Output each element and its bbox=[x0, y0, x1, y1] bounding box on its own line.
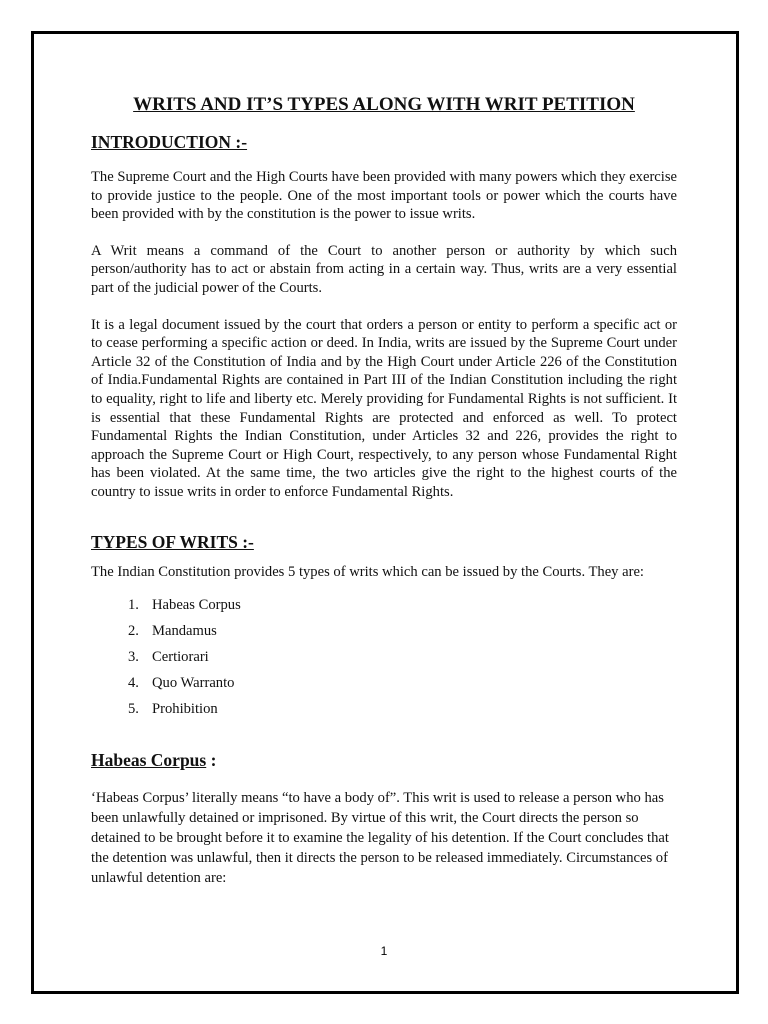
habeas-corpus-heading-suffix: : bbox=[206, 749, 217, 770]
list-item-number: 4. bbox=[128, 674, 139, 691]
list-item-number: 1. bbox=[128, 596, 139, 613]
list-item-label: Mandamus bbox=[152, 622, 217, 639]
list-item-label: Habeas Corpus bbox=[152, 596, 241, 613]
types-heading bbox=[91, 530, 677, 554]
list-item bbox=[91, 644, 677, 670]
introduction-paragraph-2: A Writ means a command of the Court to another person or authority by which such person/authority has to act or abstain from acting in a certain way. Thus, writs are a very essential part of the judicial power of the Courts. bbox=[91, 242, 677, 296]
list-item bbox=[91, 592, 677, 618]
list-item-number: 3. bbox=[128, 648, 139, 665]
introduction-heading bbox=[91, 130, 677, 154]
writ-types-list bbox=[91, 592, 677, 722]
introduction-paragraph-1: The Supreme Court and the High Courts have been provided with many powers which they exercise to provide justice to the people. One of the most important tools or power which the courts have been provided with by the constitution is the power to issue writs. bbox=[91, 169, 677, 223]
types-intro: The Indian Constitution provides 5 types of writs which can be issued by the Courts. They are: bbox=[91, 563, 644, 580]
habeas-corpus-heading-text: Habeas Corpus bbox=[91, 749, 207, 770]
types-heading-text: TYPES OF WRITS :- bbox=[91, 531, 254, 552]
introduction-heading-text: INTRODUCTION :- bbox=[91, 132, 248, 152]
document-title: WRITS AND IT’S TYPES ALONG WITH WRIT PETITION bbox=[133, 94, 635, 115]
list-item bbox=[91, 618, 677, 644]
list-item-number: 2. bbox=[128, 622, 139, 639]
list-item bbox=[91, 696, 677, 722]
list-item-number: 5. bbox=[128, 700, 139, 717]
habeas-corpus-heading bbox=[91, 748, 677, 772]
introduction-paragraph-3: It is a legal document issued by the court that orders a person or entity to perform a specific act or to cease performing a specific action or deed. In India, writs are issued by the Supreme Court under Article 32 of the Constitution of India and by the High Court under Article 226 of the Constitution of India.Fundamental Rights are contained in Part III of the Indian Constitution including the right to equality, right to life and liberty etc. Merely providing for Fundamental Rights is not sufficient. It is essential that these Fundamental Rights are protected and enforced as well. To protect Fundamental Rights the Indian Constitution, under Articles 32 and 226, provides the right to approach the Supreme Court or High Court, respectively, to any person whose Fundamental Right has been violated. At the same time, the two articles give the right to the highest courts of the country to issue writs in order to enforce Fundamental Rights. bbox=[91, 316, 677, 500]
list-item bbox=[91, 670, 677, 696]
habeas-corpus-paragraph: ‘Habeas Corpus’ literally means “to have a body of”. This writ is used to release a person who has been unlawfully detained or imprisoned. By virtue of this writ, the Court directs the person so detained to be brought before it to examine the legality of his detention. If the Court concludes that the detention was unlawful, then it directs the person to be released immediately. Circumstances of unlawful detention are: bbox=[91, 789, 669, 886]
list-item-label: Prohibition bbox=[152, 700, 218, 717]
list-item-label: Quo Warranto bbox=[152, 674, 235, 691]
document-body bbox=[91, 92, 677, 888]
list-item-label: Certiorari bbox=[152, 648, 209, 665]
page-number: 1 bbox=[380, 944, 388, 958]
